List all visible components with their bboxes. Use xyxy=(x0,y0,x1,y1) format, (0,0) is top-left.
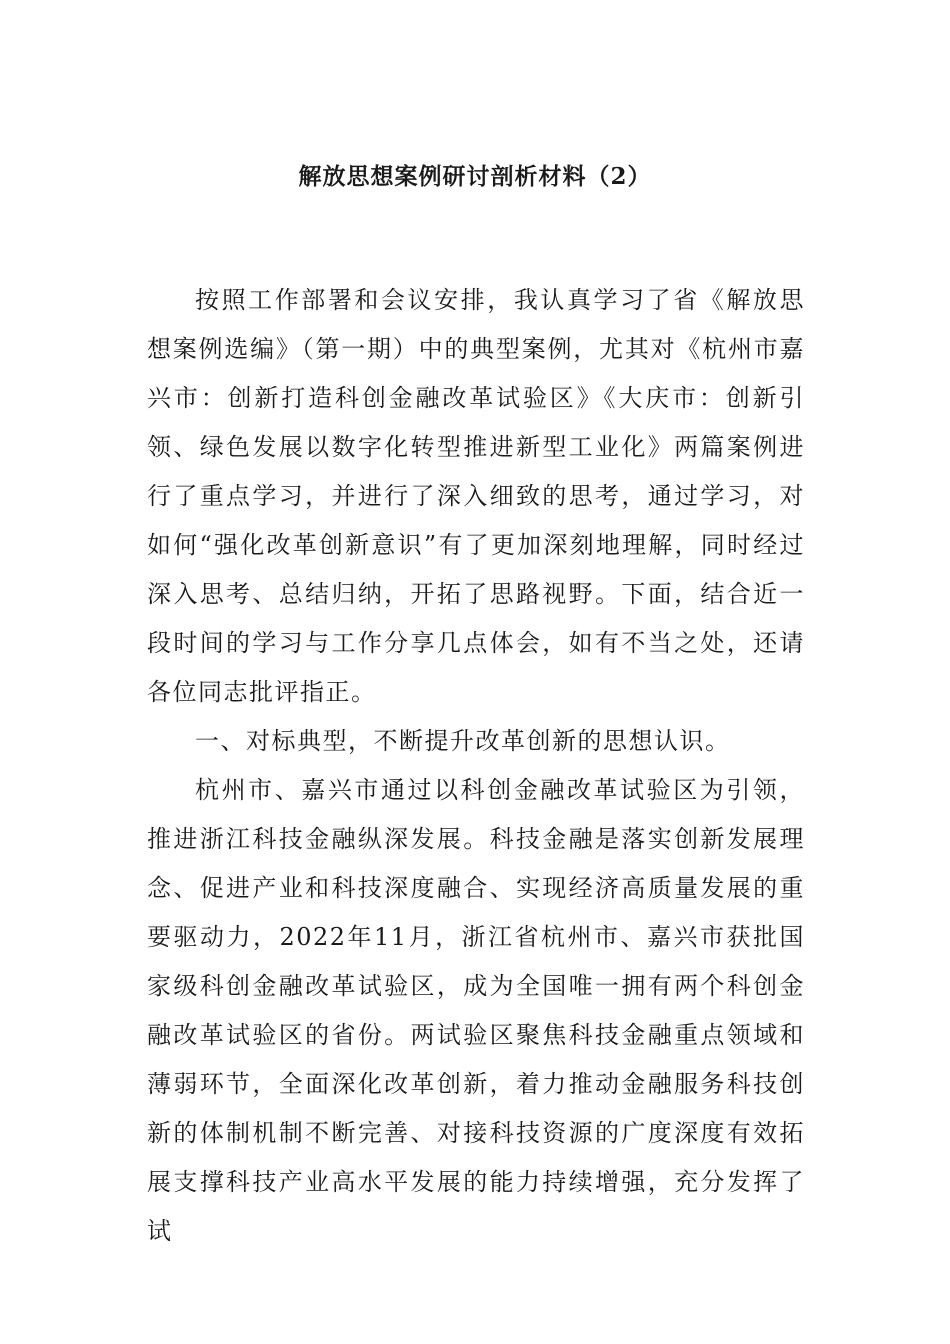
document-title: 解放思想案例研讨剖析材料（2） xyxy=(298,163,652,190)
section-heading: 一、对标典型，不断提升改革创新的思想认识。 xyxy=(195,727,731,755)
intro-paragraph: 按照工作部署和会议安排，我认真学习了省《解放思想案例选编》（第一期）中的典型案例，尤其对《杭州市嘉兴市：创新打造科创金融改革试验区》《大庆市：创新引领、绿色发展以数字化转型推进新型工业化》两篇案例进行了重点学习，并进行了深入细致的思考，通过学习，对如何“强化改革创新意识”有了更加深刻地理解，同时经过深入思考、总结归纳，开拓了思路视野。下面，结合近一段时间的学习与工作分享几点体会，如有不当之处，还请各位同志批评指正。 xyxy=(147,286,805,706)
document-body xyxy=(147,276,805,1256)
body-paragraph: 杭州市、嘉兴市通过以科创金融改革试验区为引领，推进浙江科技金融纵深发展。科技金融是落实创新发展理念、促进产业和科技深度融合、实现经济高质量发展的重要驱动力，2022年11月，浙江省杭州市、嘉兴市获批国家级科创金融改革试验区，成为全国唯一拥有两个科创金融改革试验区的省份。两试验区聚焦科技金融重点领域和薄弱环节，全面深化改革创新，着力推动金融服务科技创新的体制机制不断完善、对接科技资源的广度深度有效拓展支撑科技产业高水平发展的能力持续增强，充分发挥了试 xyxy=(147,776,805,1245)
